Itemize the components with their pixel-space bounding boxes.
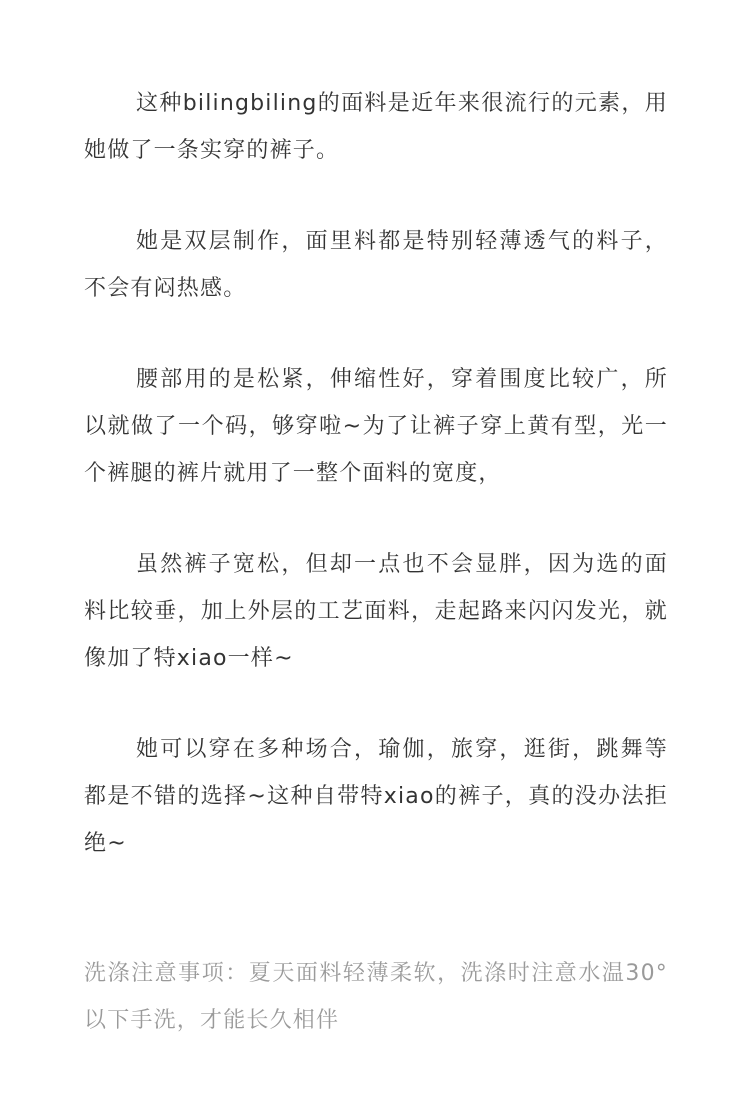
paragraph-fabric: 这种bilingbiling的面料是近年来很流行的元素，用她做了一条实穿的裤子。 [84,91,668,163]
paragraph-loose-fit: 虽然裤子宽松，但却一点也不会显胖，因为选的面料比较垂，加上外层的工艺面料，走起路来闪闪发光，就像加了特xiao一样~ [84,552,668,671]
washing-care-note: 洗涤注意事项：夏天面料轻薄柔软，洗涤时注意水温30°以下手洗，才能长久相伴 [84,961,668,1033]
article-body [84,80,668,911]
paragraph-waist: 腰部用的是松紧，伸缩性好，穿着围度比较广，所以就做了一个码，够穿啦~为了让裤子穿上黄有型，光一个裤腿的裤片就用了一整个面料的宽度， [84,367,668,486]
paragraph-double-layer: 她是双层制作，面里料都是特别轻薄透气的料子，不会有闷热感。 [84,229,668,301]
paragraph-occasions: 她可以穿在多种场合，瑜伽，旅穿，逛街，跳舞等都是不错的选择~这种自带特xiao的裤子，真的没办法拒绝~ [84,737,668,856]
